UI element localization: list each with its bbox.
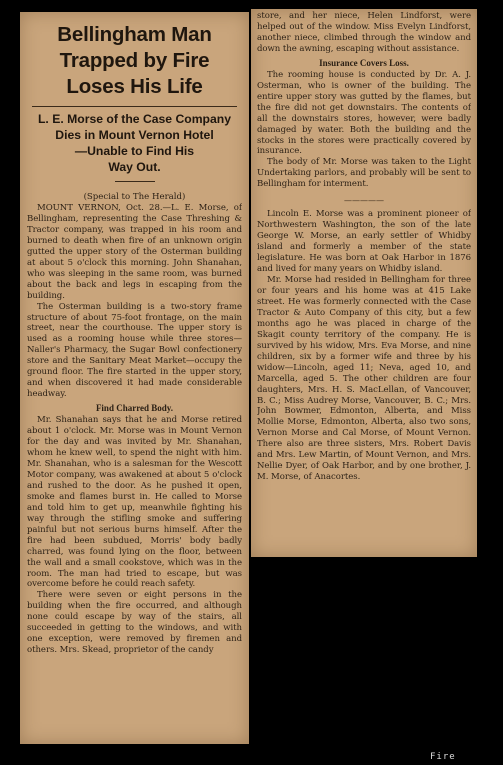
headline-line-2: Trapped by Fire — [59, 49, 210, 72]
paragraph: MOUNT VERNON, Oct. 28.—L. E. Morse, of Bellingham, representing the Case Threshing & Tractor company, was trapped in his room and burned to death when fire of an unknown origin gutted the upper story of the Osterman building at about 5 o'clock this morning. John Shanahan, who was sleeping in the same room, was burned about the back and legs in escaping from the building. — [27, 203, 242, 301]
subhead-insurance-covers-loss: Insurance Covers Loss. — [319, 57, 409, 68]
section-divider: ————— — [344, 196, 384, 206]
deck-line-1: L. E. Morse of the Case Company — [37, 112, 231, 126]
right-column — [257, 11, 471, 553]
paragraph: Lincoln E. Morse was a prominent pioneer of Northwestern Washington, the son of the late George W. Morse, an early settler of Whidby island and formerly a member of the state legislature. He was born at Oak Harbor in 1876 and lived for many years on Whidby island. — [257, 209, 471, 275]
deck-rule — [115, 181, 155, 182]
subhead-find-charred-body: Find Charred Body. — [95, 403, 174, 414]
paragraph: The Osterman building is a two-story frame structure of about 75-foot frontage, on the main street, near the courthouse. The upper story is used as a rooming house while three stores—Naller's Pharmacy, the Sugar Bowl confectionery store and the Sanitary Meat Market—occupy the ground floor. The fire started in the upper story, and when discovered it had made considerable headway. — [27, 301, 242, 400]
left-clipping — [20, 12, 249, 744]
paragraph: The body of Mr. Morse was taken to the Light Undertaking parlors, and probably will be sent to Bellingham for interment. — [257, 157, 471, 190]
paragraph: The rooming house is conducted by Dr. A. J. Osterman, who is owner of the building. The entire upper story was gutted by the flames, but the fire did not get downstairs. The contents of all the downstairs stores, however, were badly damaged by water. Both the building and the stocks in the stores were practically covered by insurance. — [257, 69, 471, 157]
deck-line-2: Dies in Mount Vernon Hotel — [55, 128, 214, 142]
deck-line-3: —Unable to Find His — [74, 144, 195, 158]
footer-label: Fire — [430, 752, 456, 762]
paragraph: There were seven or eight persons in the building when the fire occurred, and although none could escape by way of the stairs, all succeeded in getting to the windows, and with one exception, were removed by firemen and others. Mrs. Skead, proprietor of the candy — [27, 590, 242, 656]
right-clipping — [251, 9, 477, 557]
left-column — [27, 22, 242, 738]
headline-line-3: Loses His Life — [66, 75, 203, 98]
deck — [27, 111, 242, 175]
deck-line-4: Way Out. — [108, 160, 161, 174]
paragraph: Mr. Shanahan says that he and Morse retired about 1 o'clock. Mr. Morse was in Mount Vernon for the day and was invited by Mr. Shanahan, whom he knew well, to spend the night with him. Mr. Shanahan, who is a salesman for the Wescott Motor company, was awakened at about 5 o'clock and rushed to the door. As he pushed it open, smoke and flames burst in. He called to Morse and told him to get up, meanwhile fighting his way through the stifling smoke and suffering painful but not serious burns himself. After the fire had been subdued, Morris' body badly charred, was found lying on the floor, between the wall and a small cookstove, which was in the room. The man had tried to escape, but was overcome before he could reach safety. — [27, 415, 242, 590]
headline — [27, 22, 242, 100]
paragraph: Mr. Morse had resided in Bellingham for three or four years and his home was at 415 Lake street. He was formerly connected with the Case Tractor & Auto Company of this city, but a few months ago he was placed in charge of the Skagit county territory of the company. He is survived by his widow, Mrs. Eva Morse, and nine children, six by a former wife and three by his widow—Lincoln, aged 11; Neva, aged 10, and Marcella, aged 5. The other children are four daughters, Mrs. H. S. MacLellan, of Vancouver, B. C.; Miss Audrey Morse, Vancouver, B. C.; Mrs. John Bowmer, Edmonton, Alberta, and Miss Mollie Morse, Edmonton, Alberta, also two sons, Vernon Morse and Cal Morse, of Mount Vernon. There also are three sisters, Mrs. Robert Davis and Mrs. Lew Martin, of Mount Vernon, and Mrs. Nellie Dyer, of Oak Harbor, and by one brother, J. M. Morse, of Anacortes. — [257, 275, 471, 483]
headline-rule — [32, 106, 237, 107]
headline-line-1: Bellingham Man — [57, 23, 212, 46]
dateline: (Special to The Herald) — [83, 192, 186, 202]
paragraph-continued: store, and her niece, Helen Lindforst, were helped out of the window. Miss Evelyn Lindforst, another niece, climbed through the window and down the awning, escaping without assistance. — [257, 11, 471, 54]
